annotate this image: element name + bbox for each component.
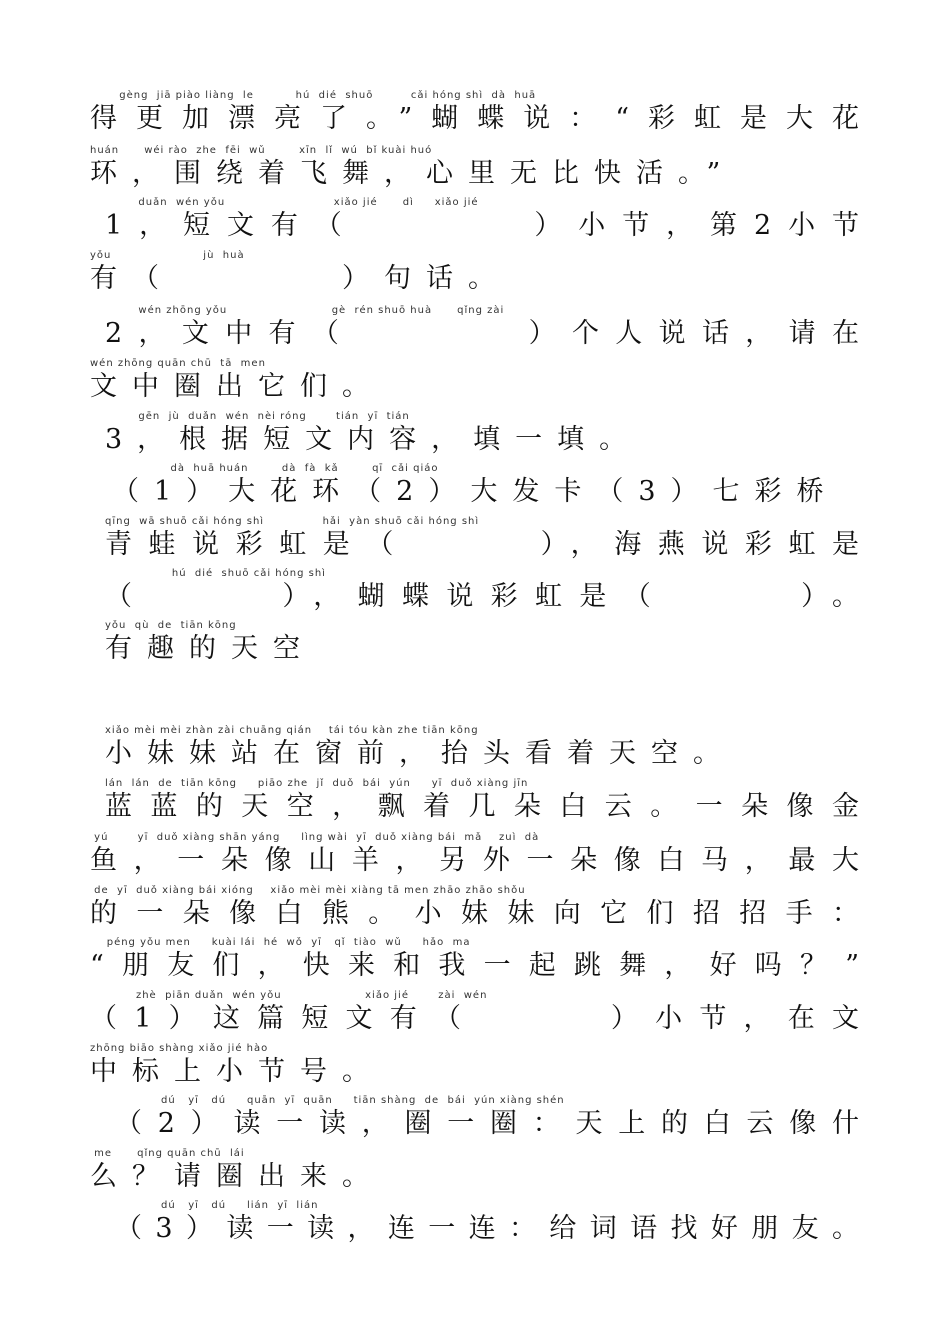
pinyin-row: gēn jù duǎn wén nèi róng tián yī tián	[105, 411, 410, 422]
question-2-line-1	[105, 305, 865, 359]
hanzi-row: 2，文中有（ ）个人说话，请在	[105, 318, 865, 349]
pinyin-row: duǎn wén yǒu xiǎo jié dì xiǎo jié	[105, 197, 479, 208]
pinyin-row: wén zhōng yǒu gè rén shuō huà qǐng zài	[105, 305, 505, 316]
pinyin-row: dà huā huán dà fà kǎ qī cǎi qiáo	[112, 463, 439, 474]
passage-line-3	[90, 832, 865, 886]
pinyin-row: hú dié shuō cǎi hóng shì	[105, 568, 326, 579]
question-1-line-1	[105, 197, 865, 251]
exercise-2-line-1	[115, 1095, 865, 1149]
pinyin-row: xiǎo mèi mèi zhàn zài chuāng qián tái tóu kàn zhe tiān kōng	[105, 725, 479, 736]
pinyin-row: huán wéi rào zhe fēi wǔ xīn lǐ wú bǐ kuài huó	[90, 145, 433, 156]
hanzi-row: （1）大花环（2）大发卡（3）七彩桥	[112, 476, 839, 507]
hanzi-row: 有趣的天空	[105, 633, 315, 664]
passage-line-1	[105, 725, 865, 779]
hanzi-row: 鱼，一朵像山羊，另外一朵像白马，最大	[90, 845, 865, 876]
hanzi-row: （ ），蝴蝶说彩虹是（ ）。	[105, 581, 865, 612]
passage-line-4	[90, 885, 865, 939]
fill-blank-line-2	[105, 568, 865, 622]
pinyin-row: de yī duǒ xiàng bái xióng xiǎo mèi mèi xiàng tā men zhāo zhāo shǒu	[90, 885, 526, 896]
question-1-line-2	[90, 250, 865, 304]
hanzi-row: 得更加漂亮了。”蝴蝶说：“彩虹是大花	[90, 103, 865, 134]
exercise-1-line-1	[90, 990, 865, 1044]
question-2-line-2	[90, 358, 865, 412]
pinyin-row: me qǐng quān chū lái	[90, 1148, 245, 1159]
hanzi-row: 文中圈出它们。	[90, 371, 384, 402]
hanzi-row: 蓝蓝的天空，飘着几朵白云。一朵像金	[105, 791, 865, 822]
hanzi-row: 小妹妹站在窗前，抬头看着天空。	[105, 738, 735, 769]
pinyin-row: wén zhōng quān chū tā men	[90, 358, 266, 369]
passage-line-5	[90, 937, 865, 991]
exercise-2-line-2	[90, 1148, 865, 1202]
passage-title	[105, 620, 865, 674]
text-line-2	[90, 145, 865, 199]
pinyin-row: dú yī dú lián yī lián	[115, 1200, 319, 1211]
hanzi-row: 有（ ）句话。	[90, 263, 510, 294]
pinyin-row: qīng wā shuō cǎi hóng shì hǎi yàn shuō cǎi hóng shì	[105, 516, 480, 527]
pinyin-row: dú yī dú quān yī quān tiān shàng de bái yún xiàng shén	[115, 1095, 565, 1106]
pinyin-row: zhè piān duǎn wén yǒu xiǎo jié zài wén	[90, 990, 488, 1001]
hanzi-row: 青蛙说彩虹是（ ），海燕说彩虹是	[105, 529, 865, 560]
hanzi-row: （2）读一读，圈一圈：天上的白云像什	[115, 1108, 865, 1139]
pinyin-row: yǒu jù huà	[90, 250, 245, 261]
exercise-1-line-2	[90, 1043, 865, 1097]
pinyin-row: yǒu qù de tiān kōng	[105, 620, 237, 631]
pinyin-row: péng yǒu men kuài lái hé wǒ yī qǐ tiào wǔ hǎo ma	[90, 937, 471, 948]
pinyin-row: yú yī duǒ xiàng shān yáng lìng wài yī duǒ xiàng bái mǎ zuì dà	[90, 832, 540, 843]
exercise-3-line	[115, 1200, 865, 1254]
hanzi-row: 3，根据短文内容，填一填。	[105, 424, 642, 455]
passage-line-2	[105, 778, 865, 832]
hanzi-row: （1）这篇短文有（ ）小节，在文	[90, 1003, 865, 1034]
hanzi-row: “朋友们，快来和我一起跳舞，好吗？”	[90, 950, 865, 981]
hanzi-row: 环，围绕着飞舞，心里无比快活。”	[90, 158, 736, 189]
text-line-1	[90, 90, 865, 144]
question-3-line	[105, 411, 865, 465]
pinyin-row: gèng jiā piào liàng le hú dié shuō cǎi hóng shì dà huā	[90, 90, 537, 101]
pinyin-row: zhōng biāo shàng xiǎo jié hào	[90, 1043, 269, 1054]
hanzi-row: 么？请圈出来。	[90, 1161, 384, 1192]
hanzi-row: 中标上小节号。	[90, 1056, 384, 1087]
fill-blank-line-1	[105, 516, 865, 570]
hanzi-row: （3）读一读，连一连：给词语找好朋友。	[115, 1213, 865, 1244]
hanzi-row: 1，短文有（ ）小节，第2小节	[105, 210, 865, 241]
options-line	[112, 463, 887, 517]
hanzi-row: 的一朵像白熊。小妹妹向它们招招手：	[90, 898, 865, 929]
pinyin-row: lán lán de tiān kōng piāo zhe jǐ duǒ bái yún yī duǒ xiàng jīn	[105, 778, 529, 789]
